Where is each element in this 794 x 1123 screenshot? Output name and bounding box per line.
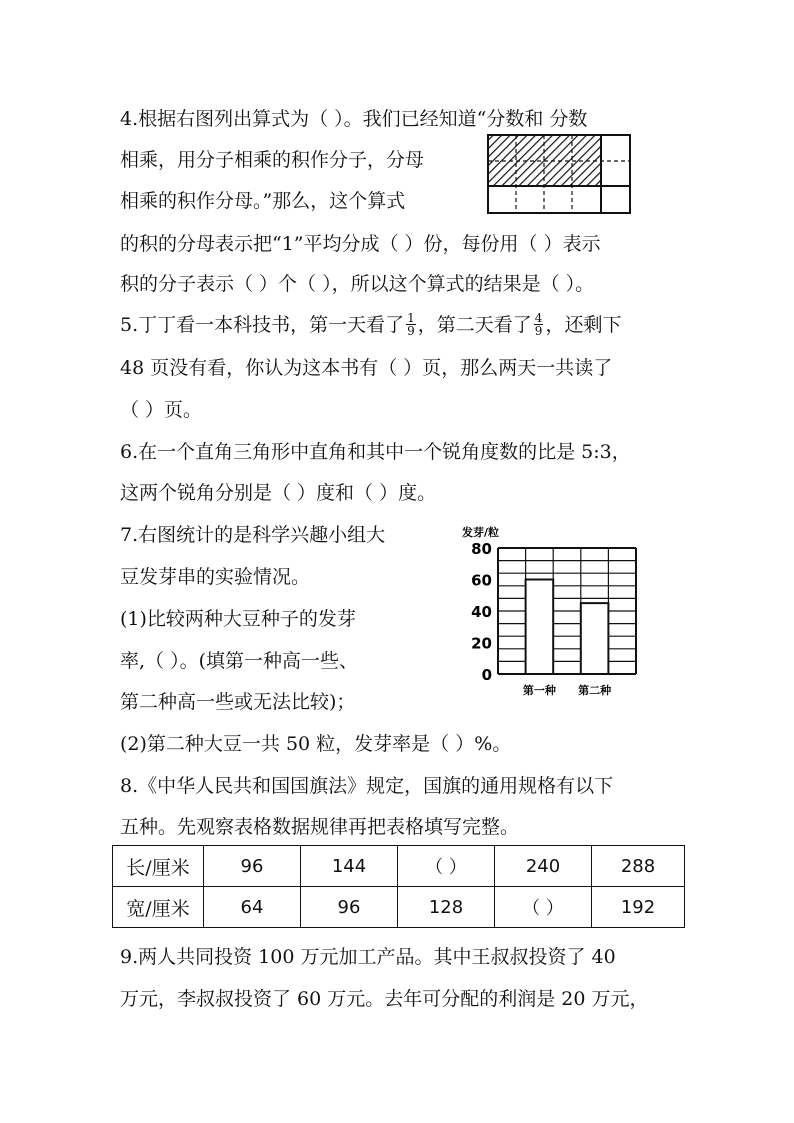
y-axis-label: 发芽/粒 <box>462 526 500 539</box>
q5-text-b: ，第二天看了 <box>417 314 532 336</box>
q9-line-2: 万元，李叔叔投资了 60 万元。去年可分配的利润是 20 万元， <box>120 988 649 1010</box>
q6-line-2: 这两个锐角分别是（ ）度和（ ）度。 <box>120 482 437 504</box>
table-cell: 192 <box>592 887 685 928</box>
q4-line-1: 4.根据右图列出算式为（ ）。我们已经知道“分数和 分数 <box>120 108 588 130</box>
row-header: 长/厘米 <box>113 846 204 887</box>
q5-line-3: （ ）页。 <box>120 399 203 421</box>
table-cell: 288 <box>592 846 685 887</box>
q5-line-2: 48 页没有看，你认为这本书有（ ）页，那么两天一共读了 <box>120 357 613 379</box>
fraction-one-ninth <box>406 312 416 337</box>
table-cell: 144 <box>301 846 398 887</box>
q7-line-1: 7.右图统计的是科学兴趣小组大 <box>120 524 386 546</box>
q7-line-2: 豆发芽串的实验情况。 <box>120 566 311 588</box>
table-cell: 96 <box>204 846 301 887</box>
fraction-denominator: 9 <box>534 323 543 338</box>
q4-line-3: 相乘的积作分母。”那么，这个算式 <box>120 190 406 212</box>
table-cell: 240 <box>495 846 592 887</box>
table-row <box>113 846 685 887</box>
q8-line-2: 五种。先观察表格数据规律再把表格填写完整。 <box>120 816 520 838</box>
q8-line-1: 8.《中华人民共和国国旗法》规定，国旗的通用规格有以下 <box>120 775 614 797</box>
y-tick-label: 40 <box>471 603 492 621</box>
q7-line-6: (2)第二种大豆一共 50 粒，发芽率是（ ）%。 <box>120 733 512 755</box>
bar-1 <box>526 580 554 675</box>
bar-2 <box>581 603 609 674</box>
fraction-numerator: 1 <box>407 310 415 325</box>
q7-line-3: (1)比较两种大豆种子的发芽 <box>120 608 356 630</box>
q5-text-a: 5.丁丁看一本科技书，第一天看了 <box>120 314 405 336</box>
germination-bar-chart <box>460 520 640 705</box>
table-cell: 64 <box>204 887 301 928</box>
flag-size-table <box>112 845 685 928</box>
fraction-area-diagram <box>486 133 632 215</box>
table-row <box>113 887 685 928</box>
q4-line-4: 的积的分母表示把“1”平均分成（ ）份，每份用（ ）表示 <box>120 233 601 255</box>
y-tick-label: 60 <box>471 571 492 590</box>
table-cell: （ ） <box>398 846 495 887</box>
fraction-four-ninths <box>534 312 544 337</box>
table-cell: 128 <box>398 887 495 928</box>
y-tick-label: 20 <box>471 634 492 653</box>
q4-line-2: 相乘，用分子相乘的积作分子，分母 <box>120 149 425 171</box>
q6-line-1: 6.在一个直角三角形中直角和其中一个锐角度数的比是 5:3， <box>120 441 631 463</box>
y-tick-label: 0 <box>481 666 492 684</box>
fraction-denominator: 9 <box>407 323 415 338</box>
q5-text-c: ，还剩下 <box>545 314 622 336</box>
category-label: 第一种 <box>522 684 556 697</box>
table-cell: 96 <box>301 887 398 928</box>
q7-line-5: 第二种高一些或无法比较)； <box>120 691 356 713</box>
q4-line-5: 积的分子表示（ ）个（ ），所以这个算式的结果是（ ）。 <box>120 273 595 295</box>
q5-line-1 <box>120 312 621 339</box>
q7-line-4: 率,（ ）。(填第一种高一些、 <box>120 650 358 672</box>
table-cell: （ ） <box>495 887 592 928</box>
row-header: 宽/厘米 <box>113 887 204 928</box>
category-label: 第二种 <box>578 684 612 697</box>
y-tick-label: 80 <box>471 540 492 558</box>
q9-line-1: 9.两人共同投资 100 万元加工产品。其中王叔叔投资了 40 <box>120 946 616 968</box>
fraction-numerator: 4 <box>534 310 543 325</box>
